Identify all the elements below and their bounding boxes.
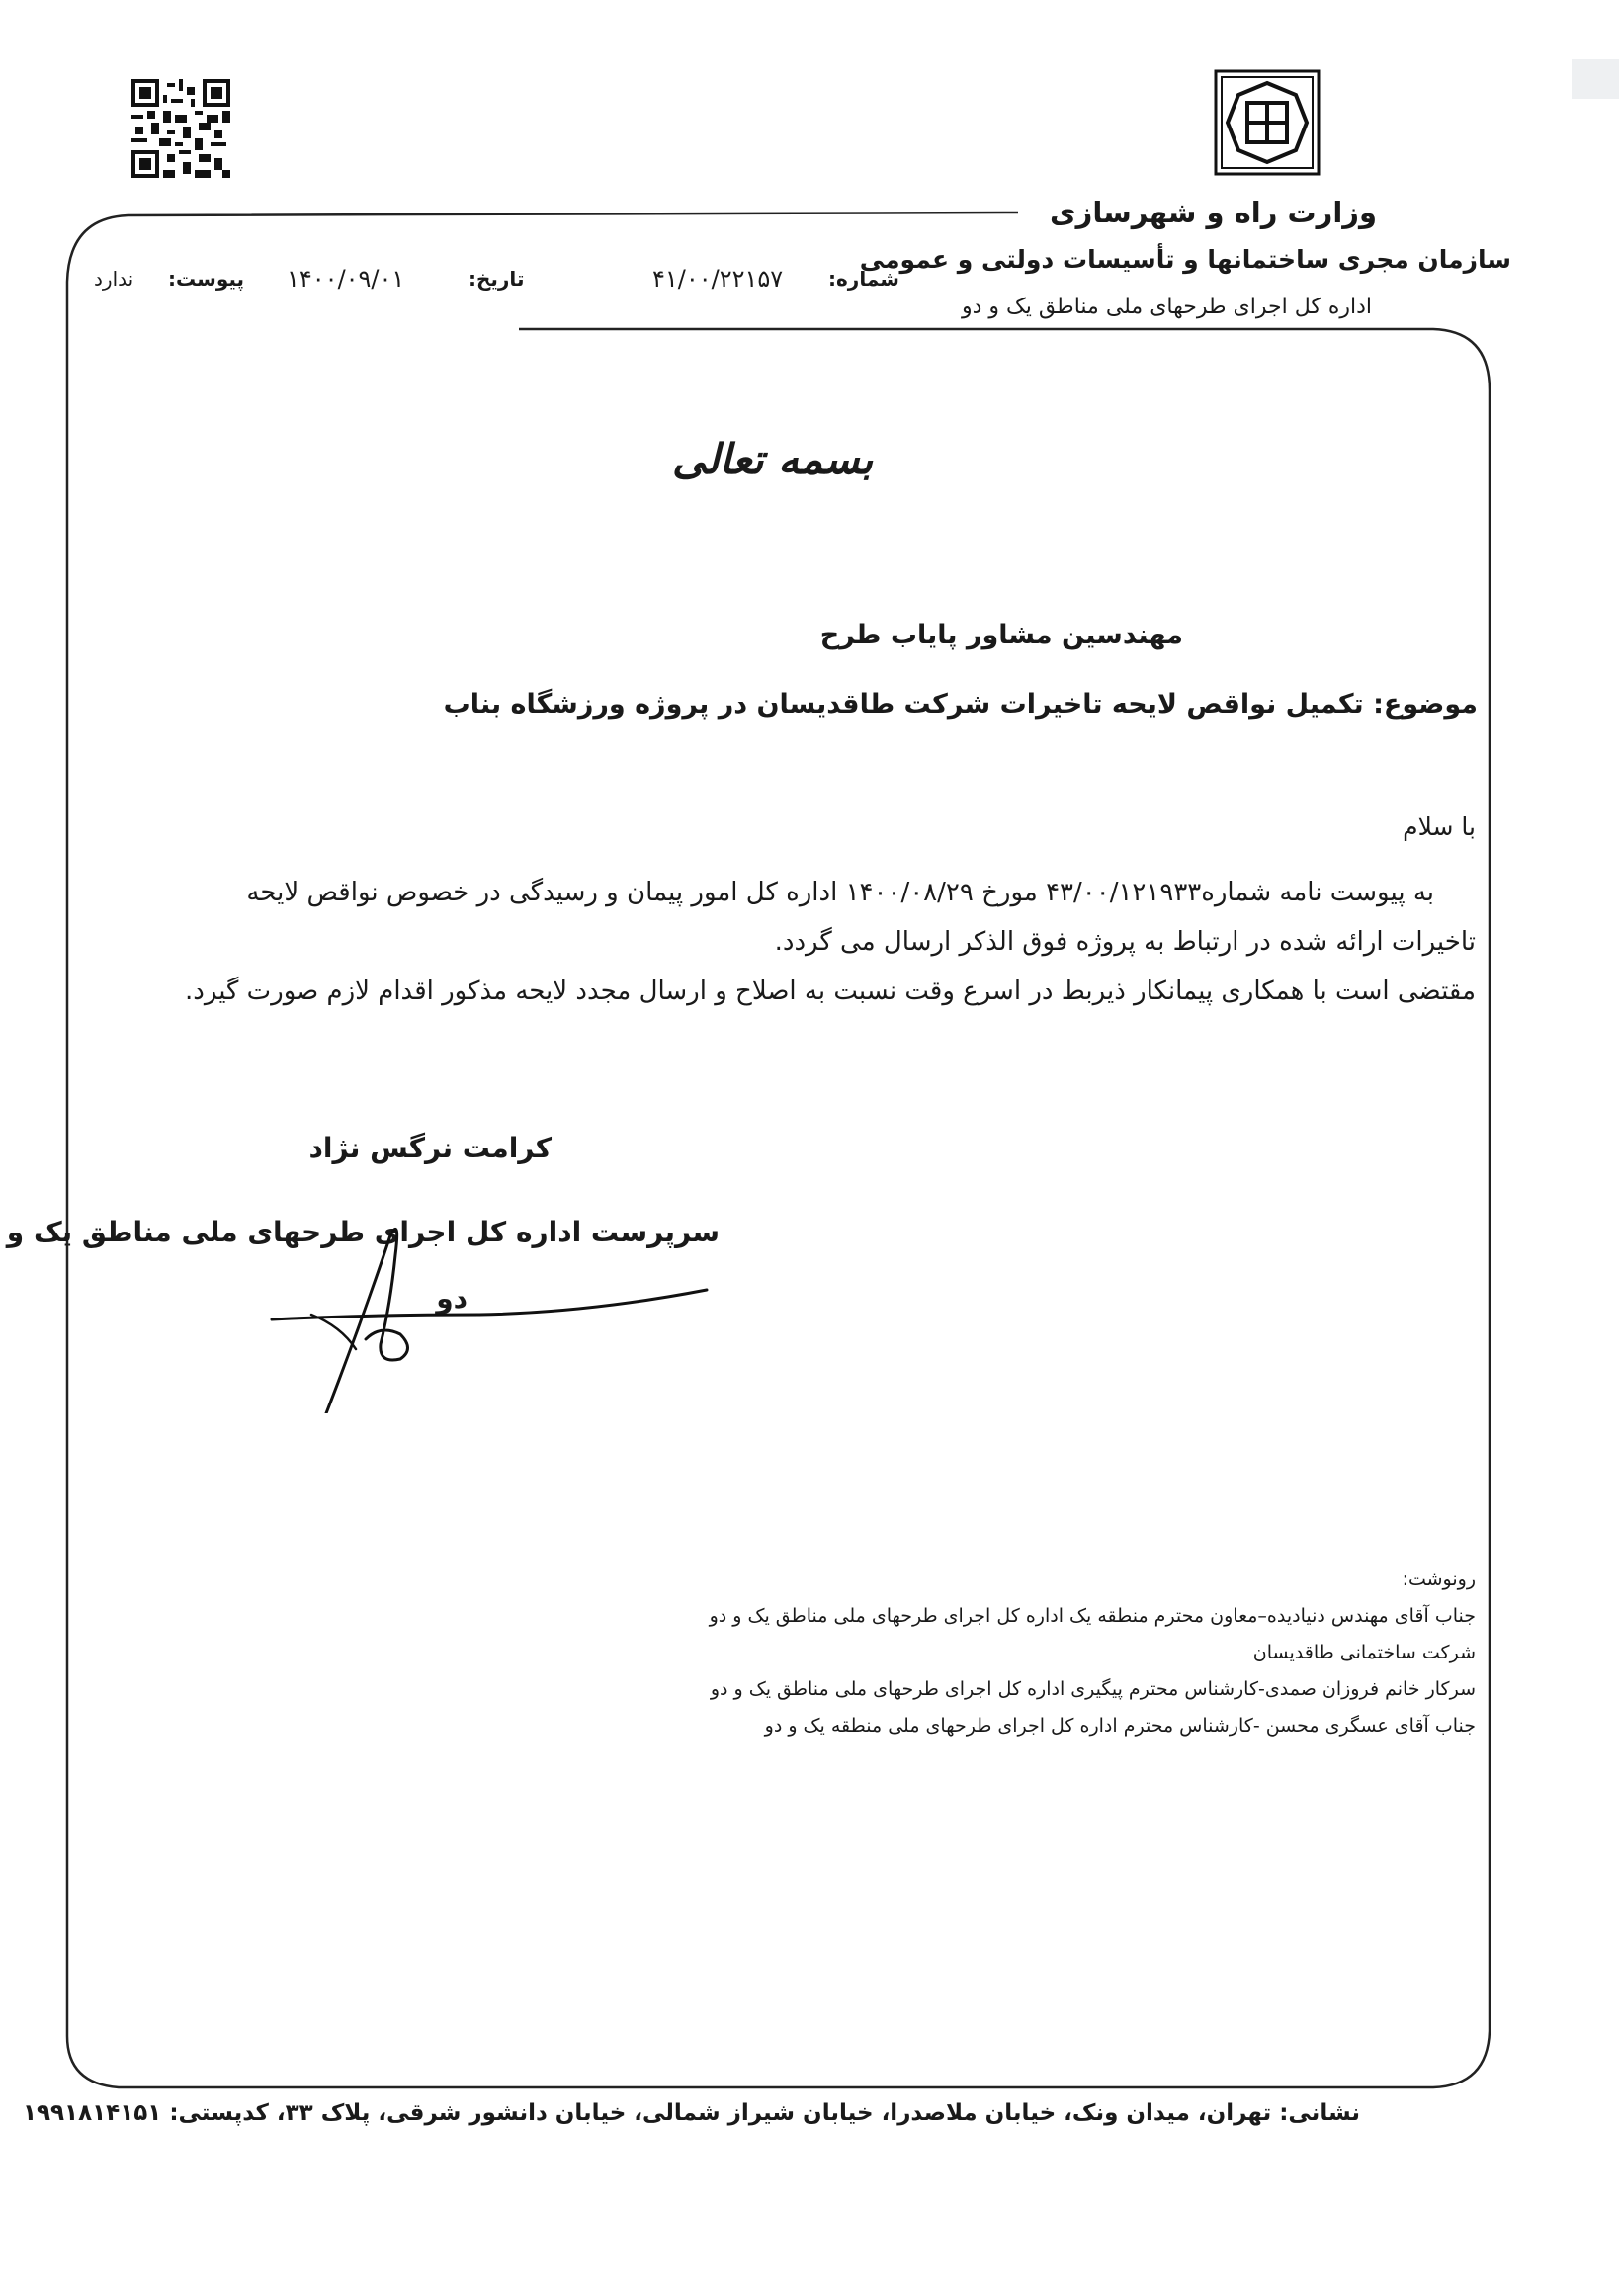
ministry-name: وزارت راه و شهرسازی bbox=[1050, 196, 1377, 229]
cc-label: رونوشت: bbox=[1402, 1569, 1476, 1590]
signer-name: کرامت نرگس نژاد bbox=[308, 1132, 552, 1164]
attachment-value: ندارد bbox=[94, 267, 134, 291]
letter-number-value: ۴۱/۰۰/۲۲۱۵۷ bbox=[652, 265, 784, 293]
body-line: مقتضی است با همکاری پیمانکار ذیربط در اسرع وقت نسبت به اصلاح و ارسال مجدد لایحه مذکور اقدام لازم صورت گیرد. bbox=[185, 977, 1476, 1006]
footer-address: نشانی: تهران، میدان ونک، خیابان ملاصدرا، خیابان شیراز شمالی، خیابان دانشور شرقی، پلاک ۳۳، کدپستی: ۱۹۹۱۸۱۴۱۵۱ bbox=[22, 2100, 1360, 2126]
organization-name: سازمان مجری ساختمانها و تأسیسات دولتی و عمومی bbox=[859, 245, 1511, 274]
greeting: با سلام bbox=[1403, 812, 1476, 841]
letter-body bbox=[72, 868, 1476, 1016]
cc-item: سرکار خانم فروزان صمدی-کارشناس محترم پیگیری اداره کل اجرای طرحهای ملی مناطق یک و دو bbox=[710, 1678, 1476, 1700]
body-line: به پیوست نامه شماره۴۳/۰۰/۱۲۱۹۳۳ مورخ ۱۴۰۰/۰۸/۲۹ اداره کل امور پیمان و رسیدگی در خصوص نواقص لایحه bbox=[246, 878, 1434, 907]
subject-line: موضوع: تکمیل نواقص لایحه تاخیرات شرکت طاقدیسان در پروژه ورزشگاه بناب bbox=[443, 689, 1478, 720]
letter-date-label: تاریخ: bbox=[469, 267, 525, 291]
handwritten-signature bbox=[252, 1216, 717, 1413]
signer-title: سرپرست اداره کل اجرای طرحهای ملی مناطق یک و bbox=[6, 1216, 720, 1248]
cc-item: جناب آقای مهندس دنیادیده–معاون محترم منطقه یک اداره کل اجرای طرحهای ملی مناطق یک و دو bbox=[709, 1605, 1476, 1627]
body-line: تاخیرات ارائه شده در ارتباط به پروژه فوق الذکر ارسال می گردد. bbox=[774, 927, 1476, 957]
qr-code bbox=[131, 79, 230, 178]
ministry-emblem-icon bbox=[1214, 69, 1321, 176]
basmala-heading: بسمه تعالی bbox=[672, 435, 874, 483]
department-name: اداره کل اجرای طرحهای ملی مناطق یک و دو bbox=[962, 295, 1372, 319]
signer-title-continued: دو bbox=[436, 1282, 468, 1315]
letter-date-value: ۱۴۰۰/۰۹/۰۱ bbox=[287, 265, 405, 293]
recipient: مهندسین مشاور پایاب طرح bbox=[819, 620, 1183, 650]
cc-item: شرکت ساختمانی طاقدیسان bbox=[1252, 1642, 1476, 1663]
cc-list bbox=[487, 1562, 1476, 1744]
letter-number-label: شماره: bbox=[828, 267, 899, 291]
cc-item: جناب آقای عسگری محسن -کارشناس محترم اداره کل اجرای طرحهای ملی منطقه یک و دو bbox=[764, 1715, 1476, 1737]
attachment-label: پیوست: bbox=[168, 267, 245, 291]
